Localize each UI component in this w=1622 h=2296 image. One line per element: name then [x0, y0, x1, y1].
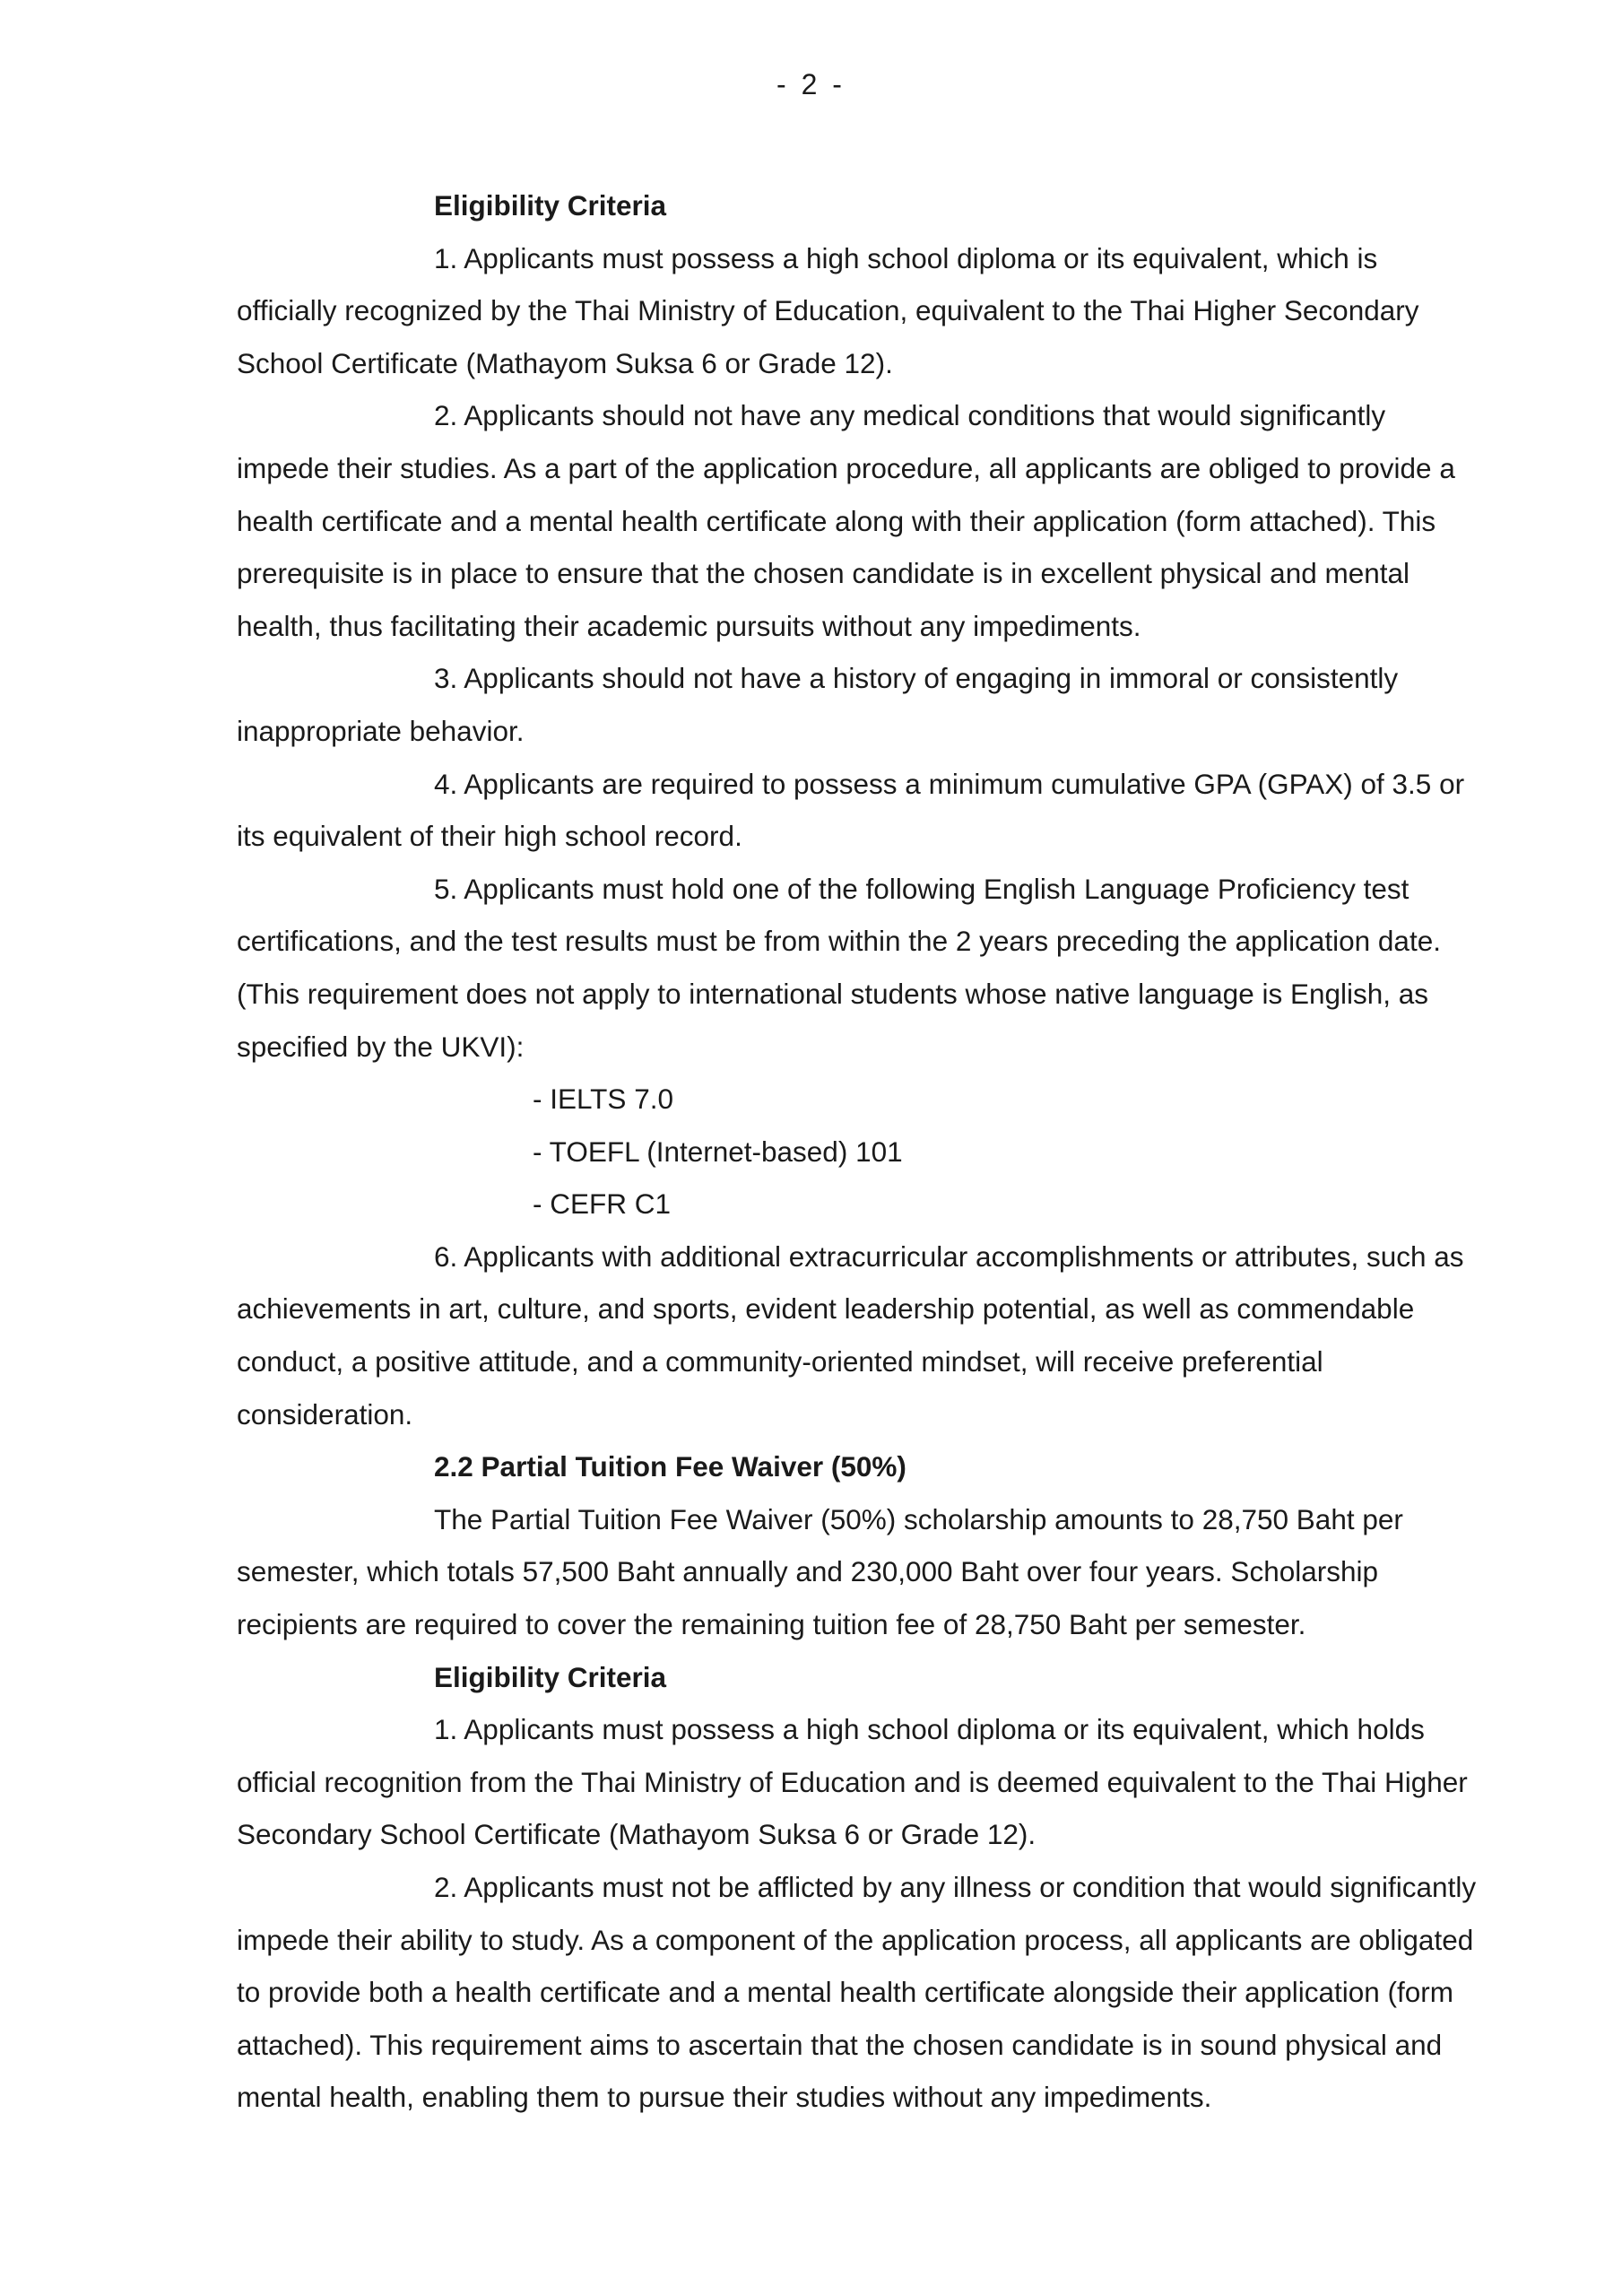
criteria-item-1: 1. Applicants must possess a high school diploma or its equivalent, which is officially recognized by the Thai Ministry of Education, equivalent to the Thai Higher Secondary School Certificate (Mathayom Suksa 6 or Grade 12). — [237, 241, 1419, 379]
document-body — [237, 179, 1483, 2124]
eligibility-criteria-heading: Eligibility Criteria — [434, 189, 667, 222]
test-cefr: - CEFR C1 — [533, 1187, 672, 1221]
criteria-item-3: 3. Applicants should not have a history of engaging in immoral or consistently inappropriate behavior. — [237, 662, 1399, 747]
criteria-item-6: 6. Applicants with additional extracurricular accomplishments or attributes, such as achievements in art, culture, and sports, evident leadership potential, as well as commendable conduct, a positive attitude, and a community-oriented mindset, will receive preferential consideration. — [237, 1239, 1464, 1431]
criteria-item-4: 4. Applicants are required to possess a minimum cumulative GPA (GPAX) of 3.5 or its equivalent of their high school record. — [237, 767, 1465, 853]
partial-criteria-item-2: 2. Applicants must not be afflicted by any illness or condition that would significantly impede their ability to study. As a component of the application process, all applicants are obligated to provide both a health certificate and a mental health certificate alongside their application (form attached). This requirement aims to ascertain that the chosen candidate is in sound physical and mental health, enabling them to pursue their studies without any impediments. — [237, 1871, 1477, 2114]
test-toefl: - TOEFL (Internet-based) 101 — [533, 1135, 903, 1168]
criteria-item-2: 2. Applicants should not have any medical conditions that would significantly impede their studies. As a part of the application procedure, all applicants are obliged to provide a health certificate and a mental health certificate along with their application (form attached). This prerequisite is in place to ensure that the chosen candidate is in excellent physical and mental health, thus facilitating their academic pursuits without any impediments. — [237, 399, 1455, 642]
page-number: - 2 - — [776, 68, 846, 100]
partial-waiver-description: The Partial Tuition Fee Waiver (50%) scholarship amounts to 28,750 Baht per semester, which totals 57,500 Baht annually and 230,000 Baht over four years. Scholarship recipients are required to cover the remaining tuition fee of 28,750 Baht per semester. — [237, 1502, 1403, 1641]
criteria-item-5: 5. Applicants must hold one of the following English Language Proficiency test certifications, and the test results must be from within the 2 years preceding the application date. (This requirement does not apply to international students whose native language is English, as specified by the UKVI): — [237, 872, 1441, 1063]
partial-waiver-heading: 2.2 Partial Tuition Fee Waiver (50%) — [434, 1450, 906, 1483]
test-ielts: - IELTS 7.0 — [533, 1083, 673, 1116]
partial-criteria-item-1: 1. Applicants must possess a high school diploma or its equivalent, which holds official recognition from the Thai Ministry of Education and is deemed equivalent to the Thai Higher Secondary School Certificate (Mathayom Suksa 6 or Grade 12). — [237, 1713, 1468, 1851]
partial-waiver-criteria-heading: Eligibility Criteria — [434, 1660, 667, 1693]
